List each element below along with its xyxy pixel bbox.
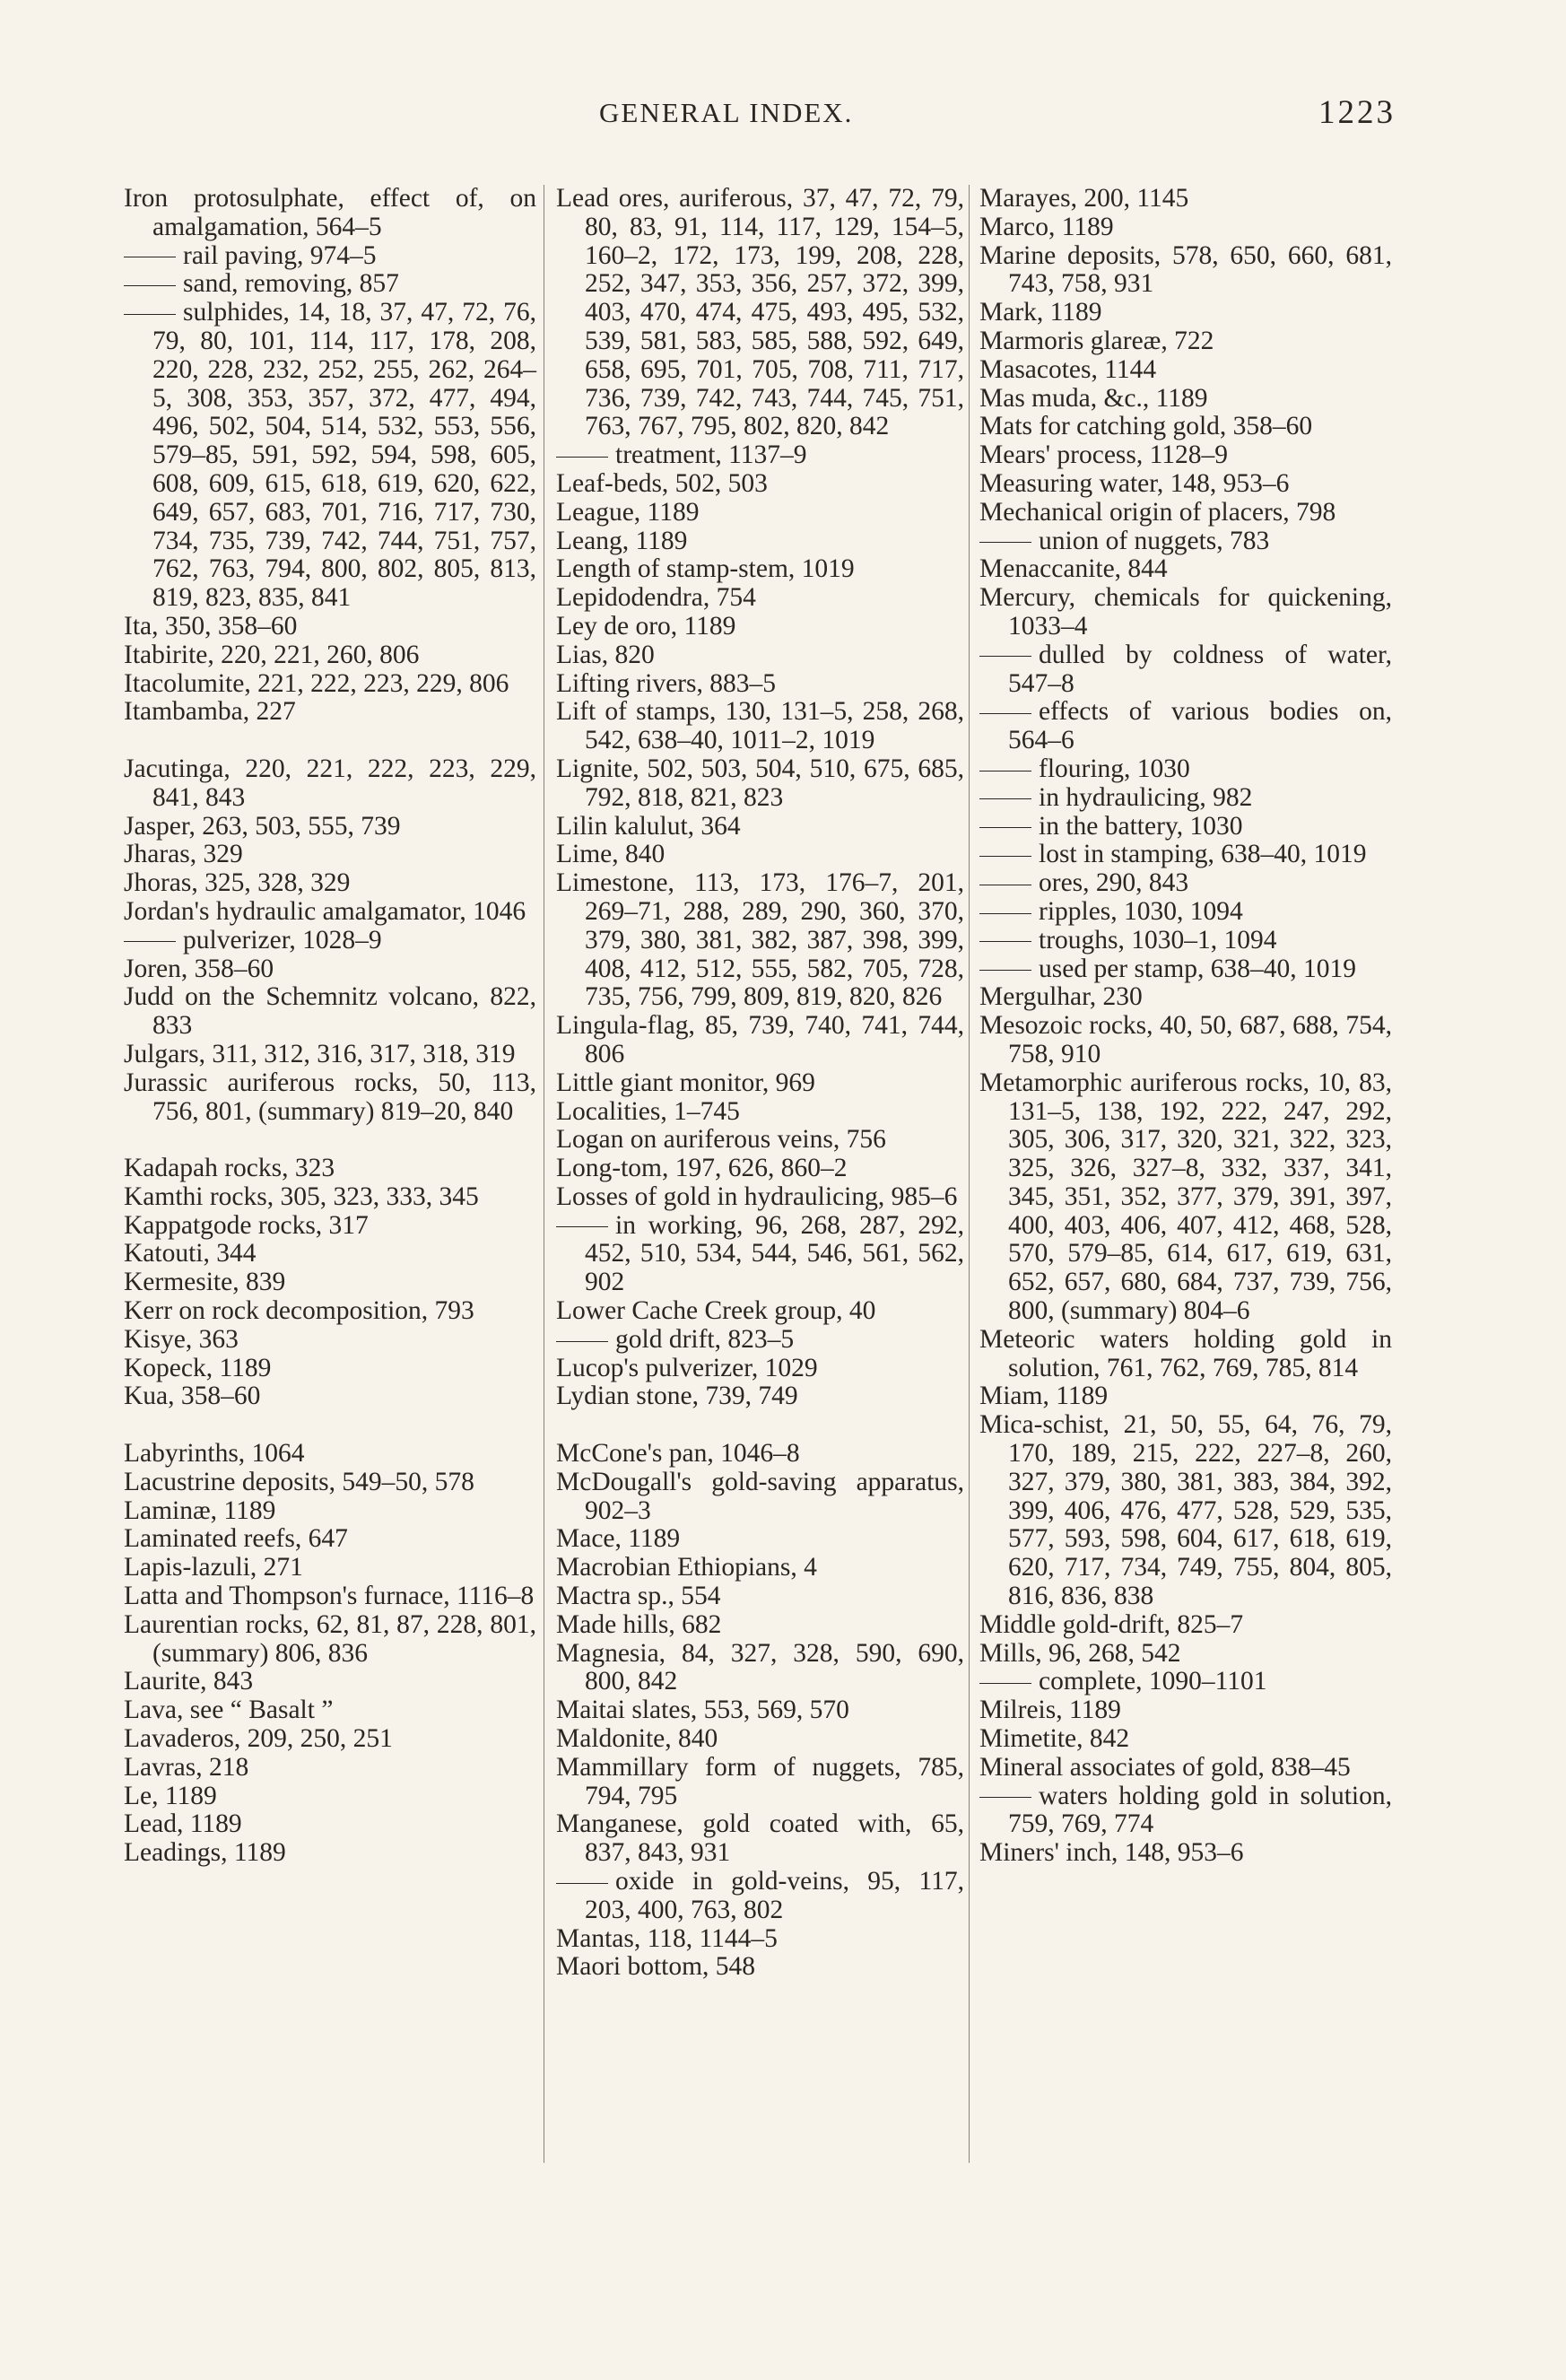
index-entry [556,470,964,499]
entry-text: Masacotes, 1144 [979,354,1157,384]
index-entry [124,1582,536,1611]
entry-text: Lydian stone, 739, 749 [556,1382,798,1411]
index-entry [979,1611,1392,1640]
entry-text: Judd on the Schemnitz volcano, 822, 833 [124,982,536,1041]
entry-text: ripples, 1030, 1094 [1039,896,1243,926]
index-entry [979,356,1392,385]
entry-text: Marmoris glareæ, 722 [979,326,1214,355]
ditto-dash [979,542,1031,543]
entry-text: Maitai slates, 553, 569, 570 [556,1696,849,1725]
entry-text: Kamthi rocks, 305, 323, 333, 345 [124,1181,479,1211]
entry-text: Iron protosulphate, effect of, on amalgamation, 564–5 [124,184,536,241]
index-entry [124,670,536,699]
entry-text: Kappatgode rocks, 317 [124,1210,369,1240]
ditto-dash [979,941,1031,942]
index-subentry [979,527,1392,556]
index-entry [124,1183,536,1212]
entry-text: Lower Cache Creek group, 40 [556,1296,876,1326]
index-entry [124,1297,536,1326]
entry-text: Leang, 1189 [556,526,688,555]
index-entry [556,1582,964,1611]
index-entry [124,1469,536,1497]
index-entry [556,1183,964,1212]
entry-text: sulphides, 14, 18, 37, 47, 72, 76, 79, 80, 101, 114, 117, 178, 208, 220, 228, 232, 252, 255, 262, 264–5, 308, 353, 357, 372, 477, 494, 496, 502, 504, 514, 532, 553, 556, 579–85, 591, 592, 594, 598, 605, 608, 609, 615, 618, 619, 620, 622, 649, 657, 683, 701, 716, 717, 730, 734, 735, 739, 742, 744, 751, 757, 762, 763, 794, 800, 802, 805, 813, 819, 823, 835, 841 [152,298,536,613]
entry-text: Lime, 840 [556,840,666,869]
index-entry [124,1525,536,1554]
entry-text: Ley de oro, 1189 [556,611,736,641]
index-entry [556,641,964,670]
entry-text: Long-tom, 197, 626, 860–2 [556,1154,848,1183]
index-entry [556,1069,964,1098]
index-entry [124,841,536,869]
entry-text: Meteoric waters holding gold in solution, 761, 762, 769, 785, 814 [979,1324,1392,1382]
entry-text: Menaccanite, 844 [979,554,1168,584]
index-entry [556,185,964,441]
index-entry [124,1725,536,1754]
index-entry [124,1240,536,1268]
entry-text: Laurentian rocks, 62, 81, 87, 228, 801, (summary) 806, 836 [124,1609,536,1668]
ditto-dash [979,913,1031,914]
entry-text: Lead ores, auriferous, 37, 47, 72, 79, 80, 83, 91, 114, 117, 129, 154–5, 160–2, 172, 173, 199, 208, 228, 252, 347, 353, 356, 257, 372, 399, 403, 470, 474, 475, 493, 495, 532, 539, 581, 583, 585, 588, 592, 649, 658, 695, 701, 705, 708, 711, 717, 736, 739, 742, 743, 744, 745, 751, 763, 767, 795, 802, 820, 842 [556,184,964,441]
index-entry [556,813,964,841]
ditto-dash [979,1683,1031,1684]
index-entry [124,1668,536,1696]
index-entry [556,1525,964,1554]
entry-text: Jharas, 329 [124,840,243,869]
entry-text: League, 1189 [556,497,700,527]
ditto-dash [979,771,1031,772]
entry-text: Mimetite, 842 [979,1724,1130,1754]
entry-text: Kua, 358–60 [124,1382,261,1411]
entry-text: Kopeck, 1189 [124,1353,272,1382]
index-entry [124,1810,536,1839]
index-entry [556,869,964,1012]
index-entry [124,1696,536,1725]
index-entry [556,1953,964,1982]
entry-text: Mergulhar, 230 [979,982,1143,1012]
ditto-dash [124,314,176,315]
entry-text: Lapis-lazuli, 271 [124,1553,303,1582]
index-entry [979,441,1392,470]
entry-text: Lignite, 502, 503, 504, 510, 675, 685, 792, 818, 821, 823 [556,754,964,812]
entry-text: Latta and Thompson's furnace, 1116–8 [124,1582,535,1611]
entry-text: union of nuggets, 783 [1039,526,1270,555]
index-entry [124,185,536,242]
index-entry [556,1725,964,1754]
entry-text: Lift of stamps, 130, 131–5, 258, 268, 542, 638–40, 1011–2, 1019 [556,697,964,755]
entry-text: Made hills, 682 [556,1609,722,1639]
ditto-dash [556,1883,608,1884]
index-subentry [979,955,1392,984]
entry-text: Marayes, 200, 1145 [979,184,1189,213]
entry-text: Mercury, chemicals for quickening, 1033–4 [979,583,1392,641]
entry-text: Lavras, 218 [124,1752,249,1782]
entry-text: Mesozoic rocks, 40, 50, 687, 688, 754, 758, 910 [979,1011,1392,1068]
index-entry [556,1611,964,1640]
index-entry [979,555,1392,584]
index-entry [124,898,536,927]
index-entry [124,755,536,813]
index-entry [556,1297,964,1326]
entry-text: Kadapah rocks, 323 [124,1154,335,1183]
index-entry [124,698,536,727]
entry-text: Lavaderos, 209, 250, 251 [124,1724,393,1754]
entry-text: troughs, 1030–1, 1094 [1039,925,1277,955]
entry-text: Metamorphic auriferous rocks, 10, 83, 131–5, 138, 192, 222, 247, 292, 305, 306, 317, 320, 321, 322, 323, 325, 326, 327–8, 332, 337, 341, 345, 351, 352, 377, 379, 391, 397, 400, 403, 406, 407, 412, 468, 528, 570, 579–85, 614, 617, 619, 631, 652, 657, 680, 684, 737, 739, 756, 800, (summary) 804–6 [979,1068,1392,1326]
index-entry [124,1155,536,1183]
index-entry [556,1554,964,1582]
entry-text: Kermesite, 839 [124,1268,286,1297]
index-subentry [124,927,536,955]
entry-text: McDougall's gold-saving apparatus, 902–3 [556,1467,964,1525]
index-subentry [979,1783,1392,1840]
index-entry [556,584,964,613]
entry-text: sand, removing, 857 [183,269,399,299]
entry-text: Length of stamp-stem, 1019 [556,554,855,584]
index-entry [124,1611,536,1669]
entry-text: Miners' inch, 148, 953–6 [979,1838,1244,1868]
index-entry [124,1554,536,1582]
entry-text: Milreis, 1189 [979,1696,1121,1725]
entry-text: effects of various bodies on, 564–6 [1008,697,1392,755]
entry-text: Miam, 1189 [979,1382,1109,1411]
index-entry [556,1754,964,1811]
index-entry [124,1382,536,1411]
column-divider [969,185,970,2163]
ditto-dash [979,713,1031,714]
index-subentry [979,898,1392,927]
index-entry [979,327,1392,356]
index-entry [556,1925,964,1954]
entry-text: rail paving, 974–5 [183,240,377,270]
index-column-1 [124,185,536,1868]
entry-text: Kerr on rock decomposition, 793 [124,1296,474,1326]
index-entry [556,527,964,556]
entry-text: Macrobian Ethiopians, 4 [556,1553,817,1582]
entry-text: Itabirite, 220, 221, 260, 806 [124,640,420,669]
entry-text: oxide in gold-veins, 95, 117, 203, 400, 763, 802 [585,1867,964,1924]
index-entry [979,242,1392,300]
entry-text: Mineral associates of gold, 838–45 [979,1752,1351,1782]
index-entry [124,1069,536,1127]
entry-text: Jacutinga, 220, 221, 222, 223, 229, 841, 843 [124,754,536,812]
index-subentry [979,641,1392,699]
entry-text: lost in stamping, 638–40, 1019 [1039,840,1367,869]
index-subentry [124,242,536,271]
index-entry [556,841,964,869]
ditto-dash [979,1797,1031,1798]
entry-text: Labyrinths, 1064 [124,1439,305,1469]
index-entry [124,613,536,641]
entry-text: Marco, 1189 [979,212,1114,241]
index-entry [979,983,1392,1012]
section-gap [124,1411,536,1440]
entry-text: Jurassic auriferous rocks, 50, 113, 756, 801, (summary) 819–20, 840 [124,1068,536,1126]
entry-text: Julgars, 311, 312, 316, 317, 318, 319 [124,1039,516,1068]
index-entry [556,555,964,584]
entry-text: complete, 1090–1101 [1039,1667,1267,1696]
entry-text: Mace, 1189 [556,1524,681,1554]
index-entry [556,1810,964,1868]
index-entry [556,698,964,755]
index-entry [124,1041,536,1069]
entry-text: Lead, 1189 [124,1809,242,1839]
index-entry [979,1754,1392,1783]
entry-text: McCone's pan, 1046–8 [556,1439,800,1469]
ditto-dash [556,1341,608,1342]
index-entry [556,670,964,699]
page-number: 1223 [1318,94,1396,131]
index-entry [556,1469,964,1526]
ditto-dash [556,1226,608,1227]
index-entry [979,584,1392,641]
page-header [0,94,1566,151]
entry-text: Magnesia, 84, 327, 328, 590, 690, 800, 842 [556,1638,964,1696]
index-column-2 [556,185,964,1982]
ditto-dash [124,941,176,942]
index-entry [979,1012,1392,1069]
entry-text: in working, 96, 268, 287, 292, 452, 510, 534, 544, 546, 561, 562, 902 [585,1210,964,1297]
index-entry [979,1839,1392,1868]
index-subentry [979,813,1392,841]
section-gap [124,727,536,755]
index-entry [124,1440,536,1469]
index-entry [979,470,1392,499]
entry-text: Jasper, 263, 503, 555, 739 [124,811,401,841]
entry-text: Mactra sp., 554 [556,1582,721,1611]
entry-text: Mantas, 118, 1144–5 [556,1923,778,1953]
entry-text: Mica-schist, 21, 50, 55, 64, 76, 79, 170, 189, 215, 222, 227–8, 260, 327, 379, 380, 381, 383, 384, 392, 399, 406, 476, 477, 528, 529, 535, 577, 593, 598, 604, 617, 618, 619, 620, 717, 734, 749, 755, 804, 805, 816, 836, 838 [979,1410,1392,1611]
entry-text: Jordan's hydraulic amalgamator, 1046 [124,896,526,926]
entry-text: Lacustrine deposits, 549–50, 578 [124,1467,474,1496]
index-entry [124,955,536,984]
entry-text: Mears' process, 1128–9 [979,440,1229,470]
entry-text: Losses of gold in hydraulicing, 985–6 [556,1181,958,1211]
index-entry [556,613,964,641]
index-entry [979,185,1392,214]
index-entry [979,1696,1392,1725]
ditto-dash [556,457,608,458]
entry-text: Mark, 1189 [979,298,1102,327]
index-entry [124,869,536,898]
entry-text: ores, 290, 843 [1039,868,1189,898]
index-entry [556,1440,964,1469]
entry-text: Joren, 358–60 [124,954,274,983]
index-entry [556,1155,964,1183]
ditto-dash [979,827,1031,828]
entry-text: Kisye, 363 [124,1324,239,1354]
entry-text: flouring, 1030 [1039,754,1190,783]
index-entry [979,1326,1392,1383]
index-subentry [979,698,1392,755]
index-entry [979,413,1392,441]
index-entry [124,641,536,670]
index-entry [979,385,1392,414]
entry-text: Lilin kalulut, 364 [556,811,741,841]
index-entry [556,1382,964,1411]
index-entry [124,1839,536,1868]
index-entry [979,499,1392,527]
section-gap [556,1411,964,1440]
ditto-dash [124,285,176,286]
index-entry [979,1640,1392,1669]
entry-text: treatment, 1137–9 [615,440,807,470]
entry-text: waters holding gold in solution, 759, 769, 774 [1008,1781,1392,1839]
ditto-dash [979,656,1031,657]
entry-text: Manganese, gold coated with, 65, 837, 843, 931 [556,1809,964,1868]
entry-text: Logan on auriferous veins, 756 [556,1125,886,1155]
entry-text: Mills, 96, 268, 542 [979,1638,1181,1668]
index-subentry [556,1212,964,1297]
index-entry [556,499,964,527]
index-entry [979,299,1392,327]
entry-text: Le, 1189 [124,1781,217,1810]
entry-text: Mammillary form of nuggets, 785, 794, 795 [556,1752,964,1810]
index-subentry [979,784,1392,813]
entry-text: in hydraulicing, 982 [1039,782,1253,812]
entry-text: Leaf-beds, 502, 503 [556,468,768,498]
index-subentry [556,1868,964,1925]
index-entry [556,1098,964,1127]
index-entry [556,755,964,813]
index-subentry [556,1326,964,1355]
index-entry [124,983,536,1041]
index-entry [979,214,1392,242]
entry-text: Lucop's pulverizer, 1029 [556,1353,818,1382]
ditto-dash [979,856,1031,857]
entry-text: used per stamp, 638–40, 1019 [1039,954,1356,983]
entry-text: Limestone, 113, 173, 176–7, 201, 269–71, 288, 289, 290, 360, 370, 379, 380, 381, 382, 387, 398, 399, 408, 412, 512, 555, 582, 705, 728, 735, 756, 799, 809, 819, 820, 826 [556,868,964,1012]
entry-text: Maori bottom, 548 [556,1952,756,1982]
index-entry [124,1754,536,1783]
entry-text: gold drift, 823–5 [615,1324,795,1354]
index-entry [979,1069,1392,1326]
index-entry [979,1411,1392,1611]
index-entry [556,1126,964,1155]
entry-text: Marine deposits, 578, 650, 660, 681, 743, 758, 931 [979,240,1392,299]
index-entry [124,1326,536,1355]
index-entry [124,1212,536,1241]
index-subentry [124,270,536,299]
index-subentry [124,299,536,613]
entry-text: Laminæ, 1189 [124,1495,276,1525]
index-entry [124,1783,536,1811]
entry-text: Ita, 350, 358–60 [124,611,298,641]
index-entry [124,1268,536,1297]
entry-text: pulverizer, 1028–9 [183,925,382,955]
index-subentry [556,441,964,470]
entry-text: Middle gold-drift, 825–7 [979,1609,1244,1639]
entry-text: Measuring water, 148, 953–6 [979,468,1290,498]
index-subentry [979,755,1392,784]
entry-text: Lias, 820 [556,640,655,669]
entry-text: Katouti, 344 [124,1239,257,1268]
entry-text: Mas muda, &c., 1189 [979,383,1208,413]
index-subentry [979,869,1392,898]
entry-text: Itacolumite, 221, 222, 223, 229, 806 [124,668,509,698]
entry-text: Mats for catching gold, 358–60 [979,412,1313,441]
entry-text: Lingula-flag, 85, 739, 740, 741, 744, 806 [556,1011,964,1068]
index-entry [124,813,536,841]
index-entry [124,1355,536,1383]
index-entry [556,1355,964,1383]
index-entry [556,1696,964,1725]
index-entry [556,1012,964,1069]
entry-text: Little giant monitor, 969 [556,1068,815,1097]
entry-text: Leadings, 1189 [124,1838,286,1868]
ditto-dash [979,798,1031,799]
ditto-dash [979,970,1031,971]
entry-text: Laurite, 843 [124,1667,254,1696]
running-title: GENERAL INDEX. [599,97,854,128]
entry-text: Lifting rivers, 883–5 [556,668,776,698]
entry-text: Laminated reefs, 647 [124,1524,348,1554]
entry-text: Itambamba, 227 [124,697,296,727]
index-entry [979,1382,1392,1411]
index-subentry [979,927,1392,955]
entry-text: Jhoras, 325, 328, 329 [124,868,351,898]
index-entry [556,1640,964,1697]
index-subentry [979,841,1392,869]
index-subentry [979,1668,1392,1696]
entry-text: dulled by coldness of water, 547–8 [1008,640,1392,698]
section-gap [124,1126,536,1155]
entry-text: Mechanical origin of placers, 798 [979,497,1336,527]
entry-text: Maldonite, 840 [556,1724,718,1754]
entry-text: Lava, see “ Basalt ” [124,1696,334,1725]
entry-text: in the battery, 1030 [1039,811,1243,841]
index-entry [124,1497,536,1526]
index-column-3 [979,185,1392,1868]
entry-text: Localities, 1–745 [556,1096,740,1126]
index-entry [979,1725,1392,1754]
entry-text: Lepidodendra, 754 [556,583,756,613]
